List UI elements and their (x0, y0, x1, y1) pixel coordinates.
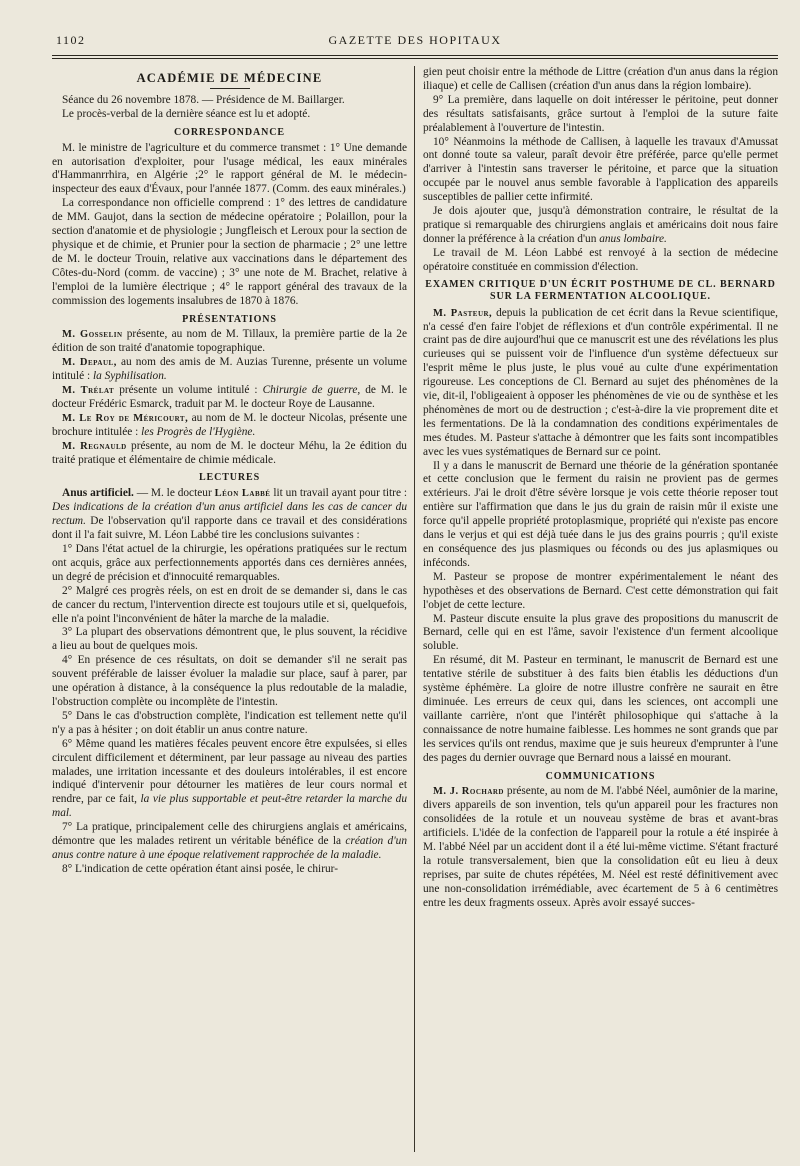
correspondance-heading: CORRESPONDANCE (174, 126, 285, 138)
paragraph: Le travail de M. Léon Labbé est renvoyé à la section de médecine opératoire constituée en commission d'élection. (423, 246, 778, 273)
running-head (52, 33, 778, 51)
session-line: Séance du 26 novembre 1878. — Présidence de M. Baillarger. (62, 93, 345, 106)
paragraph: M. Pasteur discute ensuite la plus grave des propositions du manuscrit de Bernard, celle qui en est l'âme, savoir l'existence d'un ferment alcoolique soluble. (423, 612, 778, 653)
communications-heading: COMMUNICATIONS (545, 770, 656, 782)
presentation-item: M. Regnauld présente, au nom de M. le docteur Méhu, la 2e édition du traité pratique et élémentaire de chimie médicale. (52, 439, 407, 466)
presentation-item: M. Gosselin présente, au nom de M. Tillaux, la première partie de la 2e édition de son traité d'anatomie topographique. (52, 328, 407, 355)
paragraph: Je dois ajouter que, jusqu'à démonstration contraire, le résultat de la pratique si remarquable des chirurgiens anglais et américains doit nous faire donner la préférence à la création d'un anus lombaire. (423, 205, 778, 245)
paragraph: gien peut choisir entre la méthode de Littre (création d'un anus dans la région iliaque) et celle de Callisen (création d'un anus dans la région lombaire). (423, 66, 778, 92)
paragraph: M. J. Rochard présente, au nom de M. l'abbé Néel, aumônier de la marine, divers appareils de son invention, tels qu'un appareil pour les fractures non consolidées de la rotule et un nouveau système de bras et avant-bras artificiels. L'idée de la confection de l'appareil pour la rotule a été inspirée à M. l'abbé Néel par un accident dont il a été lui-même victime. S'étant fracturé la rotule transversalement, bien que la consolidation eût eu lieu à deux reprises, par suite de chutes répétées, M. Néel est resté définitivement avec une non-consolidation irrémédiable, avec écartement de 5 à 6 centimètres entre les deux fragments osseux. Après avoir essayé succes- (423, 785, 778, 909)
speaker-name: M. Depaul, (62, 357, 117, 369)
header-rule (52, 58, 778, 59)
paragraph: M. Pasteur, depuis la publication de cet écrit dans la Revue scientifique, n'a cessé d'en faire l'objet de réflexions et d'un contrôle expérimental. Il ne craint pas de dire aujourd'hui que ce manuscrit est une des révélations les plus curieuses qui se puissent voir de l'influence d'un système défectueux sur l'esprit même le plus juste, le plus voué au culte d'une expérimentation rigoureuse. Les conceptions de Cl. Bernard au sujet des phénomènes de la vie, dit-il, l'obligeaient à opposer les phénomènes de vie ou de synthèse et les phénomènes de mort ou de destruction ; c'est-à-dire la vie proprement dite et les fermentations. De là la condamnation des conditions expérimentales de mes études. M. Pasteur s'attache à démontrer que les faits sont incompatibles avec les vues systématiques de Bernard sur ce point. (423, 306, 778, 458)
paragraph: En résumé, dit M. Pasteur en terminant, le manuscrit de Bernard est une tentative stérile de substituer à des faits bien établis les déductions d'un système éphémère. La gloire de notre illustre confrère ne saurait en être diminuée. Les erreurs de ceux qui, dans les sciences, ont accompli une vaillante carrière, n'ont que l'intérêt philosophique qui s'attache à la connaissance de notre humaine faiblesse. Les hommes ne sont grands que par les services qu'ils ont rendus, maxime que je suis heureux d'emprunter à l'une des pages du dernier ouvrage que Bernard nous a laissé en mourant. (423, 654, 778, 764)
book-title: la Syphilisation. (92, 370, 167, 383)
conclusion-item: 3° La plupart des observations démontrent que, le plus souvent, la récidive a lieu au bout de quelques mois. (52, 626, 407, 653)
conclusion-item: 8° L'indication de cette opération étant ainsi posée, le chirur- (62, 862, 338, 875)
paragraph: M. Pasteur se propose de montrer expérimentalement le néant des hypothèses et des observations de Bernard. C'est cette démonstration qui fait l'objet de cette lecture. (423, 570, 778, 611)
right-column (414, 66, 778, 1152)
presentation-item: M. Trélat présente un volume intitulé : Chirurgie de guerre, de M. le docteur Frédéric Esmarck, traduit par M. le docteur Roye de Lausanne. (52, 384, 407, 410)
speaker-name: M. Trélat (62, 385, 115, 397)
book-title: Chirurgie de guerre, (262, 384, 361, 397)
conclusion-item: 6° Même quand les matières fécales peuvent encore être expulsées, si elles circulent difficilement et déterminent, par leur passage au niveau des parties malades, une irritation incessante et des douleurs intolérables, il est encore indiqué d'intervenir pour détourner les matières de leur cours normal et rendre, par ce fait, la vie plus supportable et peut-être retarder la marche du mal. (52, 737, 408, 820)
conclusion-item: 1° Dans l'état actuel de la chirurgie, les opérations pratiquées sur le rectum ont acquis, grâce aux perfectionnements apportés dans ces dernières années, un degré de précision et d'innocuité remarquables. (52, 543, 407, 583)
speaker-name: M. Le Roy de Méricourt, (62, 412, 189, 424)
journal-title: GAZETTE DES HOPITAUX (328, 33, 502, 47)
text-columns (52, 66, 778, 1152)
conclusion-item: 7° La pratique, principalement celle des chirurgiens anglais et américains, démontre que les malades retirent un véritable bénéfice de la création d'un anus contre nature à une époque relativement rapprochée de la maladie. (52, 821, 407, 861)
presentation-item: M. Depaul, au nom des amis de M. Auzias Turenne, présente un volume intitulé : la Syphilisation. (52, 356, 407, 383)
conclusion-item: 10° Néanmoins la méthode de Callisen, à laquelle les travaux d'Amussat ont donné toute sa valeur, paraît devoir être préférée, parce qu'elle permet d'arriver à l'intestin sans traverser le péritoine, et parce que la situation occupée par le nouvel anus semble favorable à l'application des appareils susceptibles de pallier cette infirmité. (423, 135, 778, 204)
lecture-intro: Anus artificiel. — M. le docteur Léon Labbé lit un travail ayant pour titre : Des indications de la création d'un anus artificiel dans les cas de cancer du rectum. De l'observation qu'il rapporte dans ce travail et des considérations dont il l'a fait suivre, M. Léon Labbé tire les conclusions suivantes : (52, 487, 407, 542)
conclusion-item: 5° Dans le cas d'obstruction complète, l'indication est tellement nette qu'il n'y a pas à hésiter ; on doit établir un anus contre nature. (52, 709, 407, 736)
conclusion-item: 4° En présence de ces résultats, on doit se demander s'il ne serait pas souvent préférable de laisser évoluer la maladie sur place, sauf à parer, par une opération à distance, à la conséquence la plus redoutable de la maladie, l'obstruction complète ou incomplète de l'intestin. (52, 654, 407, 708)
speaker-name: M. Regnauld (62, 440, 127, 452)
conclusion-item: 2° Malgré ces progrès réels, on est en droit de se demander si, dans le cas de cancer du rectum, l'intervention directe est toujours utile et si, quelquefois, elle n'a point l'inconvénient de hâter la marche de la maladie. (52, 584, 407, 625)
paragraph: La correspondance non officielle comprend : 1° des lettres de candidature de MM. Gaujot, dans la section de médecine opératoire ; Polaillon, pour la section d'anatomie et de physiologie ; Jungfleisch et Leroux pour la section de physique et de chimie, et Prunier pour la section de pharmacie ; 2° une lettre de M. le docteur Trouin, relative aux vaccinations dans le département des Côtes-du-Nord (comm. de vaccine) ; 3° une note de M. Brachet, relative à l'emploi de la lumière électrique ; 4° le rapport général des travaux de la commission des logements insalubres de 1870 à 1876. (52, 197, 407, 307)
lectures-heading: LECTURES (198, 472, 261, 484)
conclusion-item: 9° La première, dans laquelle on doit intéresser le péritoine, peut donner des résultats satisfaisants, grâce surtout à l'emploi de la suture faite préalablement à l'ouverture de l'intestin. (423, 93, 778, 134)
paragraph: Il y a dans le manuscrit de Bernard une théorie de la génération spontanée et cette conclusion que le ferment du raisin ne provient pas de germes extérieurs. J'ai le droit d'être sévère lorsque je vois cette théorie reposer tout entière sur l'affirmation que dans le jus du grain de raisin mûr il existe une force qu'il appelle propriété protoplasmique, propriété qui n'existe pas encore dans le verjus et qui est déjà tuée dans le jus des grains pourris ; qu'il existe en conséquence des jus plasmiques ou féconds ou des jus aplasmiques ou inféconds. (423, 459, 778, 569)
examen-heading: EXAMEN CRITIQUE D'UN ÉCRIT POSTHUME DE CL. BERNARD SUR LA FERMENTATION ALCOOLIQUE. (425, 278, 776, 302)
left-column (52, 66, 414, 1152)
speaker-name: M. J. Rochard (433, 786, 504, 798)
book-title: les Progrès de l'Hygiène. (141, 425, 256, 438)
page-number: 1102 (56, 33, 86, 47)
minutes-line: Le procès-verbal de la dernière séance est lu et adopté. (62, 107, 311, 120)
lecture-subject: Anus artificiel. (62, 487, 134, 500)
presentation-item: M. Le Roy de Méricourt, au nom de M. le docteur Nicolas, présente une brochure intitulée : les Progrès de l'Hygiène. (52, 411, 407, 438)
header-rule (52, 55, 778, 56)
speaker-name: M. Gosselin (62, 329, 123, 341)
paragraph: M. le ministre de l'agriculture et du commerce transmet : 1° Une demande en autorisation d'exploiter, pour l'usage médical, les eaux minérales d'Hammanrrhira, en Algérie ;2° le rapport général de M. le médecin-inspecteur des eaux d'Évaux, pour l'année 1877. (Comm. des eaux minérales.) (52, 141, 407, 196)
speaker-name: Léon Labbé (214, 488, 271, 500)
section-title: ACADÉMIE DE MÉDECINE (136, 71, 323, 85)
title-rule (210, 88, 250, 89)
speaker-name: M. Pasteur, (433, 307, 493, 319)
lecture-title: Des indications de la création d'un anus artificiel dans les cas de cancer du rectum. (52, 501, 407, 528)
presentations-heading: PRÉSENTATIONS (182, 313, 277, 325)
